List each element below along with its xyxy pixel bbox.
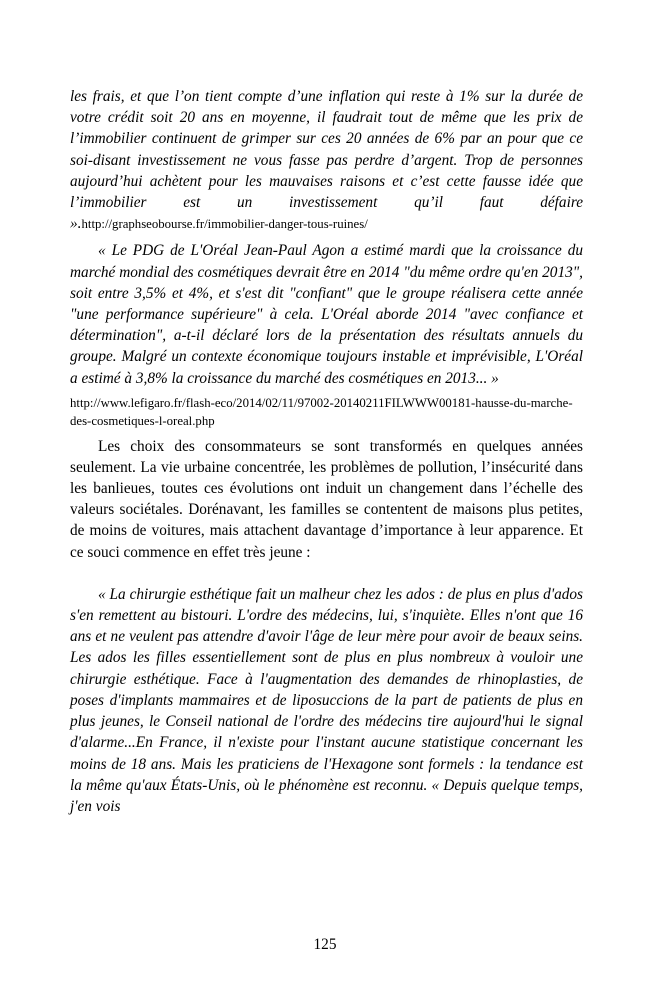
spacer	[70, 563, 583, 584]
text-column	[70, 86, 587, 817]
paragraph-body-consommateurs: Les choix des consommateurs se sont transformés en quelques années seulement. La vie urbaine concentrée, les problèmes de pollution, l’insécurité dans les banlieues, toutes ces évolutions ont induit un changement dans l’échelle des valeurs sociétales. Dorénavant, les familles se contentent de maisons plus petites, de moins de voitures, mais attachent davantage d’importance à leur apparence. Et ce souci commence en effet très jeune :	[70, 437, 587, 561]
quote-immobilier-text: les frais, et que l’on tient compte d’une inflation qui reste à 1% sur la durée de votre crédit soit 20 ans en moyenne, il faudrait tout de même que les prix de l’immobilier continuent de grimper sur ces 20 années de 6% par an pour que ce soi-disant investissement ne vous fasse pas perdre d’argent. Trop de personnes aujourd’hui achètent pour les mauvaises raisons et c’est cette fausse idée que l’immobilier est un investissement qu’il faut défaire ».	[70, 88, 587, 233]
page-number: 125	[313, 936, 337, 953]
source-url-loreal: http://www.lefigaro.fr/flash-eco/2014/02/11/97002-20140211FILWWW00181-hausse-du-marche-des-cosmetiques-l-oreal.php	[70, 395, 573, 429]
paragraph-quote-immobilier	[70, 86, 587, 235]
paragraph-quote-chirurgie: « La chirurgie esthétique fait un malheur chez les ados : de plus en plus d'ados s'en remettent au bistouri. L'ordre des médecins, lui, s'inquiète. Elles n'ont que 16 ans et ne veulent pas attendre d'avoir l'âge de leur mère pour avoir de beaux seins. Les ados les filles essentiellement sont de plus en plus nombreux à vouloir une chirurgie esthétique. Face à l'augmentation des demandes de rhinoplasties, de poses d'implants mammaires et de liposuccions de la part de patients de plus en plus jeunes, le Conseil national de l'ordre des médecins tire aujourd'hui le signal d'alarme...En France, il n'existe pour l'instant aucune statistique concernant les moins de 18 ans. Mais les praticiens de l'Hexagone sont formels : la tendance est la même qu'aux États-Unis, où le phénomène est reconnu. « Depuis quelque temps, j'en vois	[70, 585, 587, 815]
paragraph-quote-loreal: « Le PDG de L'Oréal Jean-Paul Agon a estimé mardi que la croissance du marché mondial des cosmétiques devrait être en 2014 "du même ordre qu'en 2013", soit entre 3,5% et 4%, et s'est dit "confiant" que le groupe réalisera cette année "une performance supérieure" à cela. L'Oréal aborde 2014 "avec confiance et détermination", a-t-il déclaré lors de la présentation des résultats annuels du groupe. Malgré un contexte économique toujours instable et imprévisible, L'Oréal a estimé à 3,8% la croissance du marché des cosmétiques en 2013... »	[70, 242, 587, 387]
source-url-immobilier: http://graphseobourse.fr/immobilier-danger-tous-ruines/	[81, 217, 368, 232]
